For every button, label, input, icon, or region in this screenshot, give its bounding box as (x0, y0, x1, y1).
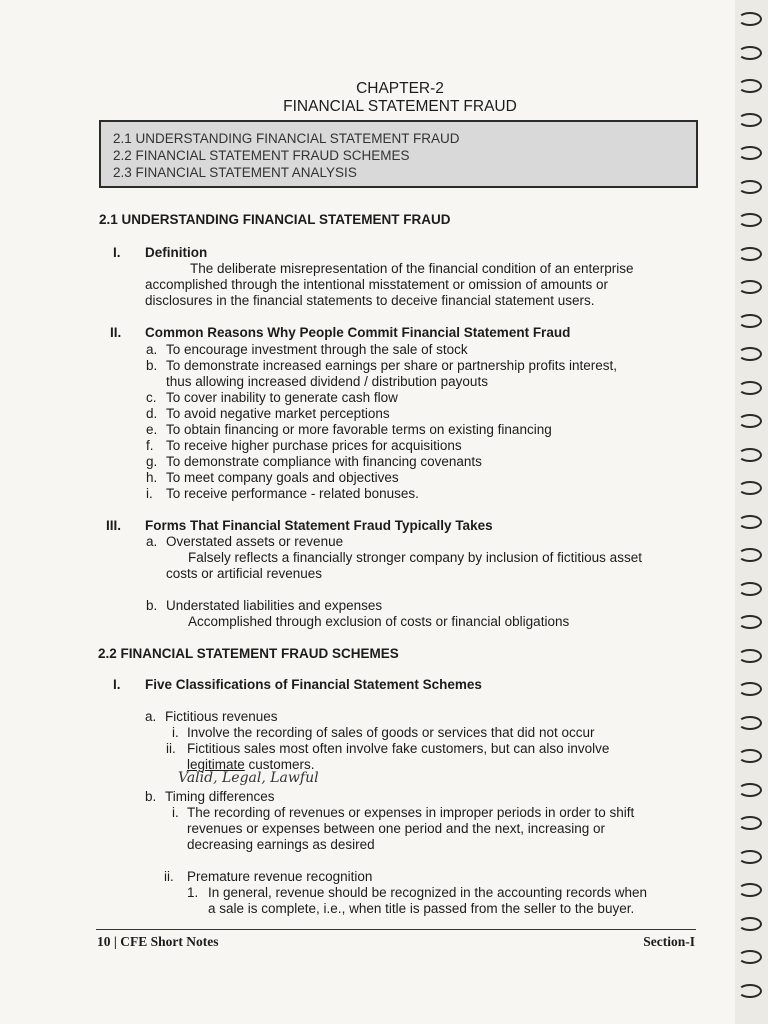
spiral-ring (738, 280, 762, 294)
item-heading-forms: Forms That Financial Statement Fraud Typically Takes (145, 518, 493, 533)
list-item-detail: decreasing earnings as desired (187, 837, 375, 852)
list-item-detail: revenues or expenses between one period and the next, increasing or (187, 821, 606, 836)
list-label: b. (145, 789, 157, 804)
spiral-ring (738, 481, 762, 495)
list-label: c. (146, 390, 157, 405)
section-heading-2-2: 2.2 FINANCIAL STATEMENT FRAUD SCHEMES (98, 646, 399, 661)
spiral-ring (738, 615, 762, 629)
chapter-title: FINANCIAL STATEMENT FRAUD (283, 98, 517, 115)
list-label: a. (146, 342, 158, 357)
spiral-ring (738, 883, 762, 897)
item-number: I. (113, 677, 121, 692)
spiral-ring (738, 984, 762, 998)
spiral-ring (738, 716, 762, 730)
list-item-detail: Fictitious sales most often involve fake customers, but can also involve (187, 741, 610, 756)
list-item: To demonstrate increased earnings per share or partnership profits interest, (166, 358, 617, 373)
spiral-binding (735, 0, 768, 1024)
item-number: II. (110, 325, 122, 340)
spiral-ring (738, 79, 762, 93)
spiral-ring (738, 749, 762, 763)
list-item: Understated liabilities and expenses (166, 598, 383, 613)
item-number: III. (106, 518, 122, 533)
item-heading-classifications: Five Classifications of Financial Statement Schemes (145, 677, 482, 692)
list-label: ii. (164, 869, 174, 884)
list-item: Fictitious revenues (165, 709, 278, 724)
list-item-detail: The recording of revenues or expenses in improper periods in order to shift (187, 805, 635, 820)
list-label: d. (146, 406, 158, 421)
footer-right: Section-I (643, 934, 695, 949)
chapter-number: CHAPTER-2 (356, 80, 444, 97)
list-item: Timing differences (165, 789, 275, 804)
item-heading-reasons: Common Reasons Why People Commit Financial Statement Fraud (145, 325, 571, 340)
list-label: i. (172, 725, 179, 740)
spiral-ring (738, 649, 762, 663)
item-number: I. (113, 245, 121, 260)
list-item-detail: In general, revenue should be recognized in the accounting records when (208, 885, 648, 900)
spiral-ring (738, 180, 762, 194)
list-item-detail: Accomplished through exclusion of costs or financial obligations (188, 614, 570, 629)
spiral-ring (738, 347, 762, 361)
list-label: i. (146, 486, 153, 501)
list-item: To obtain financing or more favorable terms on existing financing (166, 422, 552, 437)
list-label: f. (146, 438, 154, 453)
list-item-detail: Falsely reflects a financially stronger company by inclusion of fictitious asset (188, 550, 642, 565)
list-item-detail: Premature revenue recognition (187, 869, 373, 884)
section-heading-2-1: 2.1 UNDERSTANDING FINANCIAL STATEMENT FRAUD (99, 212, 451, 227)
underlined-word: legitimate (187, 757, 245, 772)
list-item: To meet company goals and objectives (166, 470, 399, 485)
spiral-ring (738, 816, 762, 830)
list-item-detail: Involve the recording of sales of goods or services that did not occur (187, 725, 595, 740)
spiral-ring (738, 682, 762, 696)
definition-line: The deliberate misrepresentation of the financial condition of an enterprise (190, 261, 634, 276)
spiral-ring (738, 146, 762, 160)
list-item: To avoid negative market perceptions (166, 406, 390, 421)
list-item: To receive performance - related bonuses. (166, 486, 419, 501)
list-label: ii. (166, 741, 176, 756)
spiral-ring (738, 515, 762, 529)
list-item-detail-rest: customers. (244, 757, 315, 772)
list-label: 1. (187, 885, 199, 900)
list-item: To cover inability to generate cash flow (166, 390, 398, 405)
spiral-ring (738, 582, 762, 596)
spiral-ring (738, 46, 762, 60)
handwritten-annotation: Valid, Legal, Lawful (178, 770, 319, 786)
spiral-ring (738, 783, 762, 797)
list-label: b. (146, 598, 158, 613)
list-item-detail: costs or artificial revenues (166, 566, 323, 581)
footer-left: 10 | CFE Short Notes (97, 934, 219, 949)
list-label: e. (146, 422, 158, 437)
definition-line: disclosures in the financial statements to deceive financial statement users. (145, 293, 595, 308)
list-item: To receive higher purchase prices for acquisitions (166, 438, 462, 453)
toc-item: 2.1 UNDERSTANDING FINANCIAL STATEMENT FRAUD (113, 131, 460, 146)
spiral-ring (738, 414, 762, 428)
list-label: g. (146, 454, 158, 469)
list-label: i. (172, 805, 179, 820)
spiral-ring (738, 917, 762, 931)
list-label: a. (146, 534, 158, 549)
toc-item: 2.3 FINANCIAL STATEMENT ANALYSIS (113, 165, 357, 180)
spiral-ring (738, 314, 762, 328)
spiral-ring (738, 213, 762, 227)
list-label: h. (146, 470, 158, 485)
definition-line: accomplished through the intentional misstatement or omission of amounts or (145, 277, 608, 292)
list-item: Overstated assets or revenue (166, 534, 344, 549)
spiral-ring (738, 448, 762, 462)
list-item: To demonstrate compliance with financing covenants (166, 454, 482, 469)
table-of-contents-box (99, 120, 698, 188)
spiral-ring (738, 113, 762, 127)
item-heading-definition: Definition (145, 245, 208, 260)
list-item-detail: a sale is complete, i.e., when title is passed from the seller to the buyer. (208, 901, 635, 916)
spiral-ring (738, 12, 762, 26)
spiral-ring (738, 247, 762, 261)
footer-divider (96, 929, 696, 930)
list-item: To encourage investment through the sale of stock (166, 342, 468, 357)
toc-item: 2.2 FINANCIAL STATEMENT FRAUD SCHEMES (113, 148, 410, 163)
spiral-ring (738, 548, 762, 562)
list-item: thus allowing increased dividend / distribution payouts (166, 374, 488, 389)
list-label: b. (146, 358, 158, 373)
list-label: a. (145, 709, 157, 724)
spiral-ring (738, 850, 762, 864)
spiral-ring (738, 381, 762, 395)
spiral-ring (738, 950, 762, 964)
